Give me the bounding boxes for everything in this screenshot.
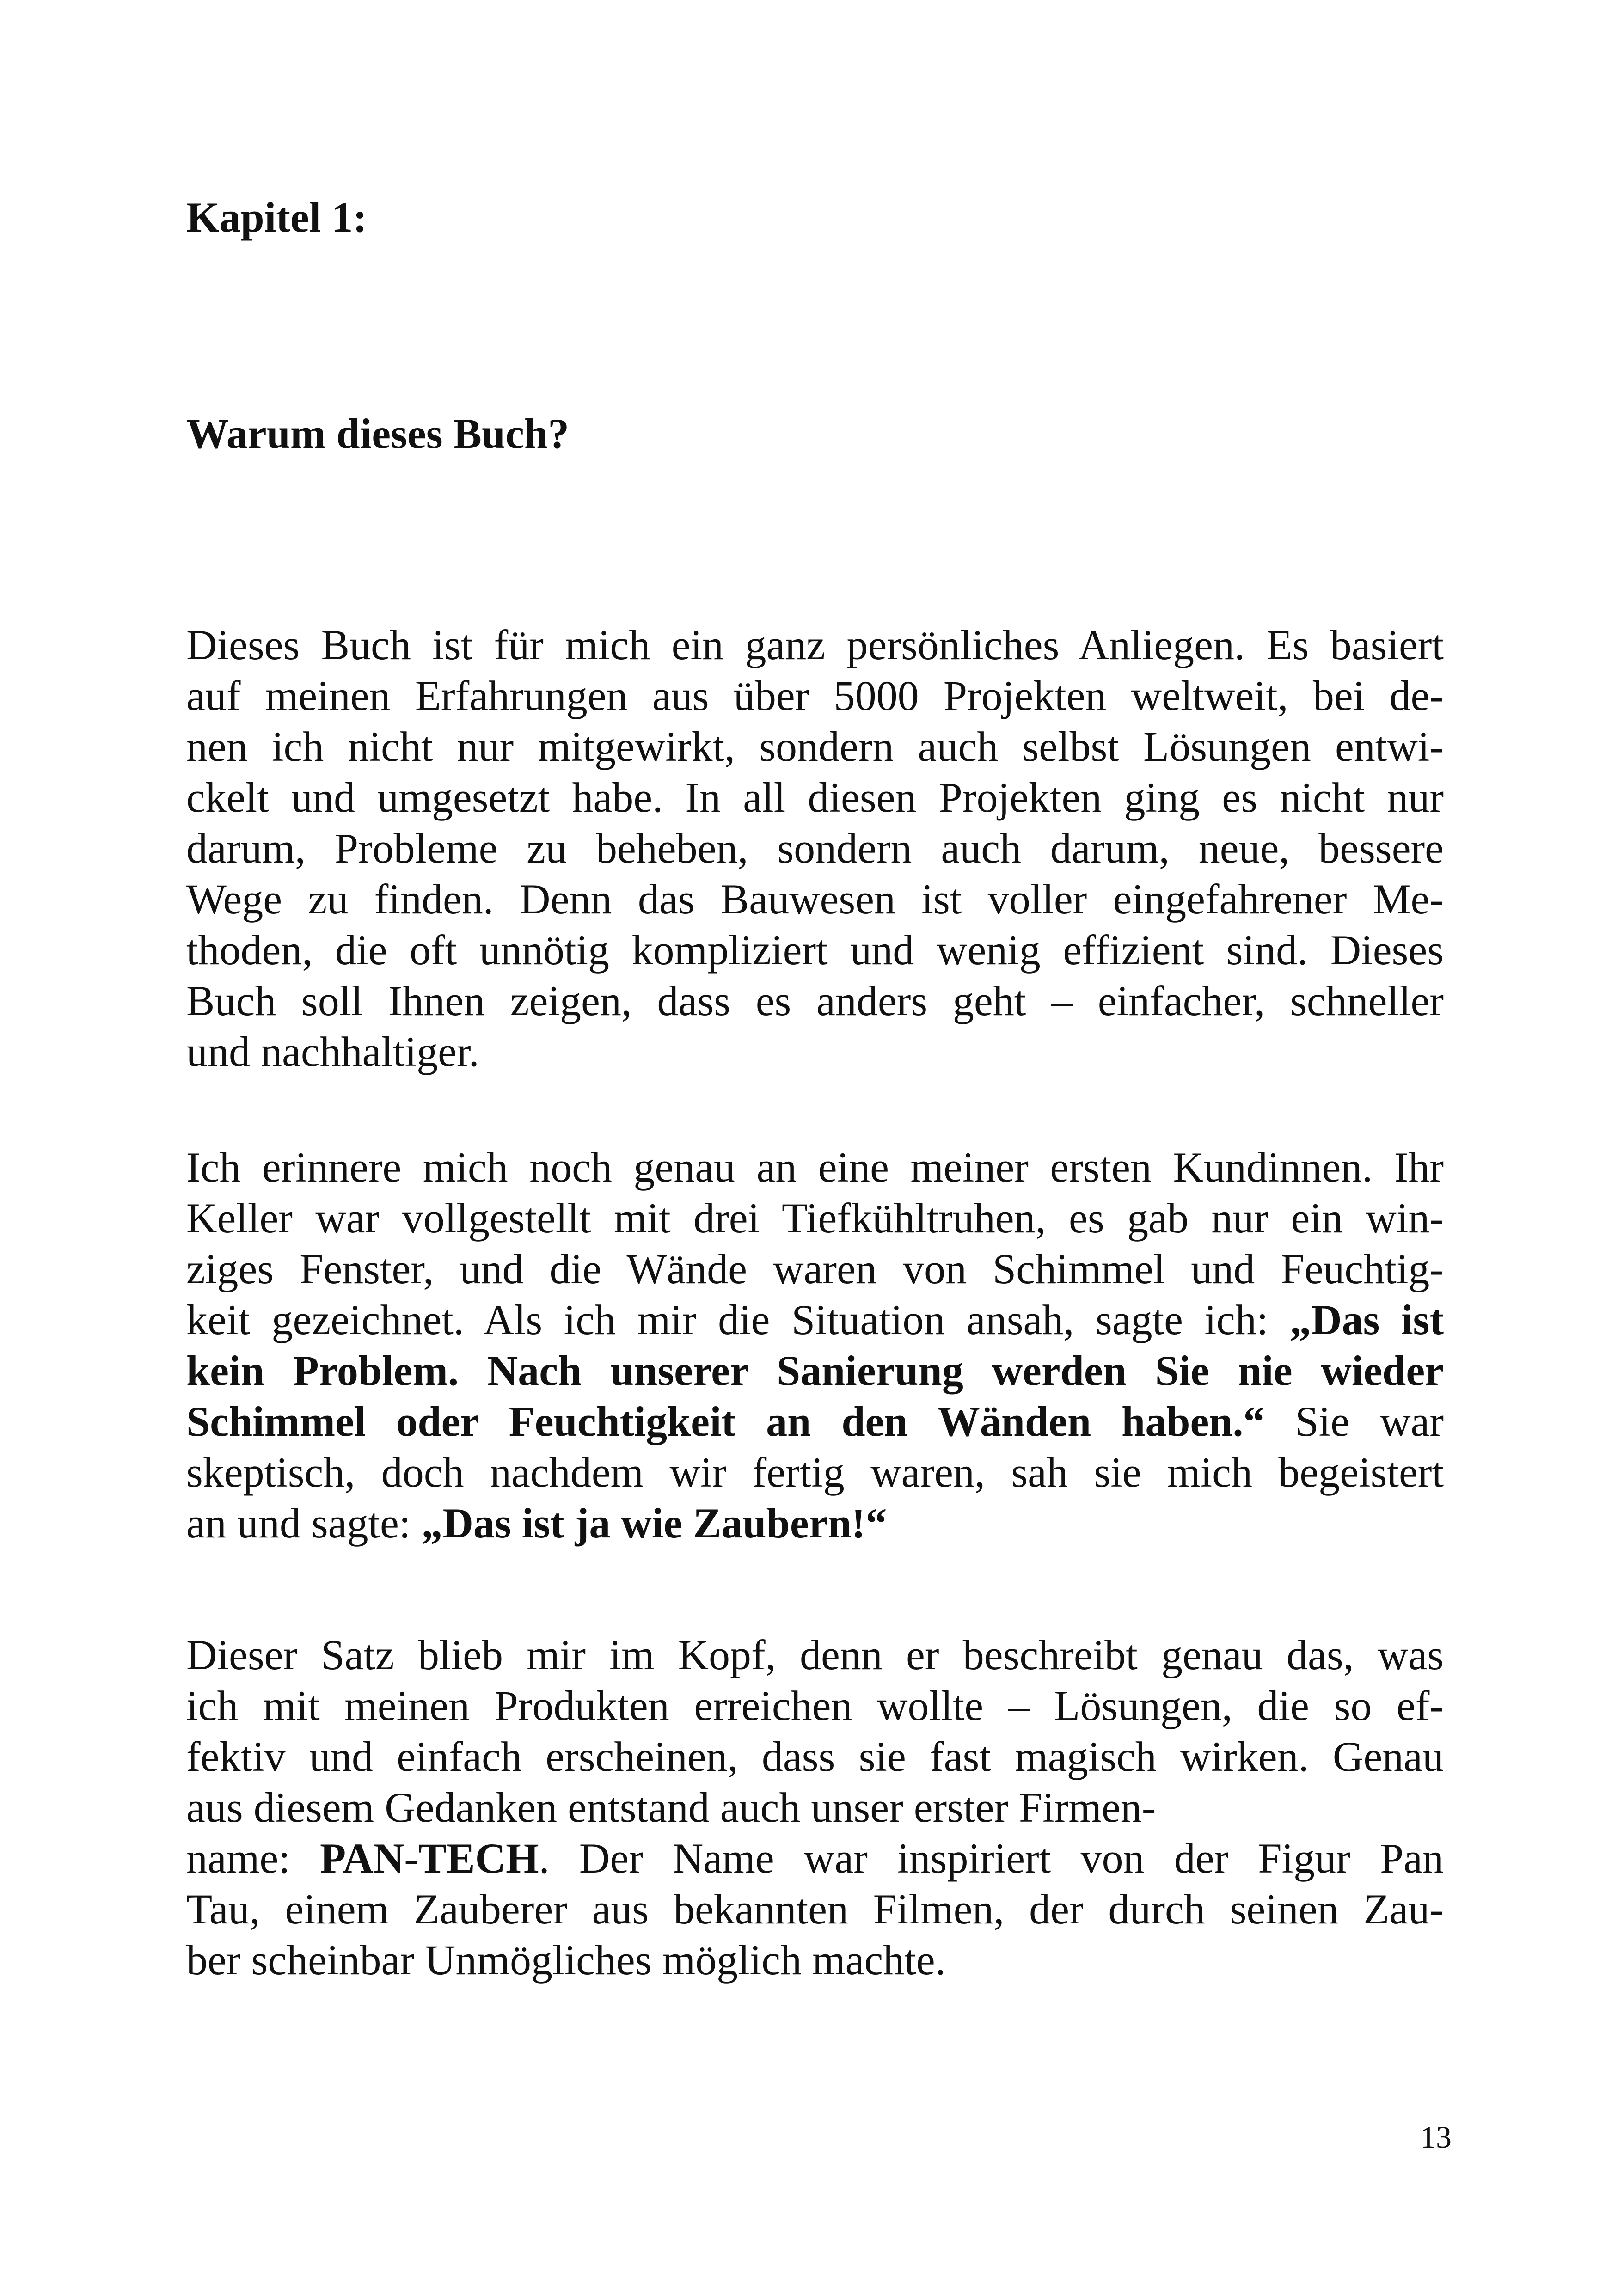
paragraph-line: skeptisch, doch nachdem wir fertig waren, sah sie mich begeistert [186,1449,1444,1496]
paragraph-intro [186,619,1444,1077]
paragraph-line: ber scheinbar Unmögliches möglich machte. [186,1936,946,1984]
paragraph-line: Tau, einem Zauberer aus bekannten Filmen, der durch seinen Zau- [186,1886,1444,1933]
chapter-label: Kapitel 1: [186,194,367,241]
paragraph-line [186,1294,1444,1345]
paragraph-line: Dieses Buch ist für mich ein ganz persönliches Anliegen. Es basiert [186,621,1444,668]
paragraph-line: ziges Fenster, und die Wände waren von Schimmel und Feuchtig- [186,1245,1444,1292]
paragraph-anecdote [186,1142,1444,1549]
bold-quote: Schimmel oder Feuchtigkeit an den Wänden haben.“ [186,1398,1265,1445]
line-text: name: [186,1835,320,1882]
company-name: PAN-TECH [320,1835,539,1882]
paragraph-line [186,1833,1444,1884]
paragraph-line: fektiv und einfach erscheinen, dass sie fast magisch wirken. Genau [186,1733,1444,1780]
paragraph-line: nen ich nicht nur mitgewirkt, sondern auch selbst Lösungen entwi- [186,723,1444,770]
paragraph-line: thoden, die oft unnötig kompliziert und wenig effizient sind. Dieses [186,926,1444,974]
line-text: . Der Name war inspiriert von der Figur Pan [539,1835,1444,1882]
paragraph-line [186,1396,1444,1447]
paragraph-line: Ich erinnere mich noch genau an eine meiner ersten Kundinnen. Ihr [186,1144,1444,1191]
paragraph-line: ckelt und umgesetzt habe. In all diesen Projekten ging es nicht nur [186,774,1444,821]
paragraph-line: Dieser Satz blieb mir im Kopf, denn er beschreibt genau das, was [186,1631,1444,1678]
bold-quote: „Das ist ja wie Zaubern!“ [421,1500,887,1547]
line-text: an und sagte: [186,1500,422,1547]
paragraph-line [186,1498,1444,1549]
paragraph-line: Buch soll Ihnen zeigen, dass es anders geht – einfacher, schneller [186,977,1444,1024]
paragraph-line: ich mit meinen Produkten erreichen wollte – Lösungen, die so ef- [186,1682,1444,1729]
line-text: keit gezeichnet. Als ich mir die Situation ansah, sagte ich: [186,1296,1290,1343]
bold-quote-line: kein Problem. Nach unserer Sanierung werden Sie nie wieder [186,1347,1444,1394]
paragraph-company-name [186,1629,1444,1985]
paragraph-line: darum, Probleme zu beheben, sondern auch darum, neue, bessere [186,825,1444,872]
paragraph-line: und nachhaltiger. [186,1028,479,1075]
section-title: Warum dieses Buch? [186,410,570,457]
page-number: 13 [1420,2119,1452,2155]
paragraph-line: Keller war vollgestellt mit drei Tiefkühltruhen, es gab nur ein win- [186,1194,1444,1242]
line-text: Sie war [1264,1398,1444,1445]
paragraph-line: auf meinen Erfahrungen aus über 5000 Projekten weltweit, bei de- [186,672,1444,719]
bold-quote: „Das ist [1290,1296,1444,1343]
paragraph-line: aus diesem Gedanken entstand auch unser erster Firmen- [186,1784,1156,1831]
paragraph-line: Wege zu finden. Denn das Bauwesen ist voller eingefahrener Me- [186,876,1444,923]
